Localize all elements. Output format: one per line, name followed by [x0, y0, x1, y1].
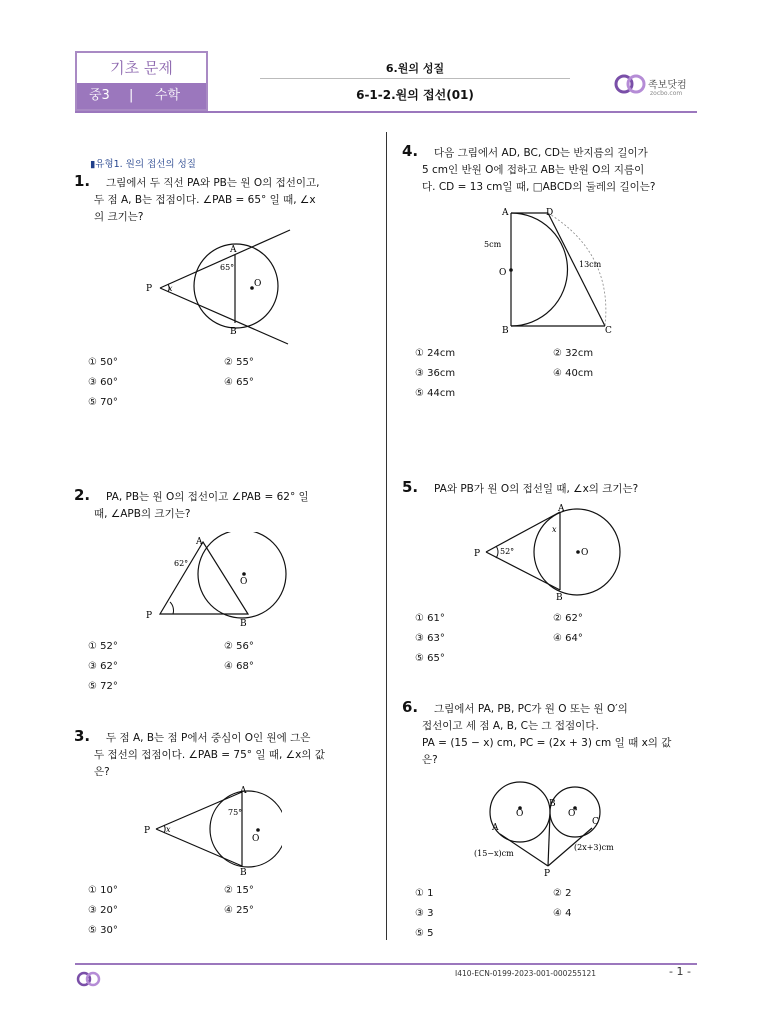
- svg-text:(15−x)cm: (15−x)cm: [474, 849, 514, 858]
- svg-text:(2x+3)cm: (2x+3)cm: [574, 843, 614, 852]
- question-2-number: 2.: [74, 486, 91, 504]
- header-rule: [75, 111, 697, 113]
- svg-text:P: P: [146, 611, 153, 621]
- chapter-rule: [260, 78, 570, 79]
- svg-text:x: x: [166, 825, 171, 834]
- section-title: 6-1-2.원의 접선(01): [356, 88, 474, 102]
- document-code: I410-ECN-0199-2023-001-000255121: [455, 969, 597, 978]
- q5-option-3[interactable]: ③ 63°: [415, 633, 445, 644]
- svg-text:A: A: [492, 823, 499, 833]
- svg-text:P: P: [146, 284, 153, 294]
- question-6-number: 6.: [402, 698, 419, 716]
- question-3-figure: [142, 785, 282, 877]
- q5-option-5[interactable]: ⑤ 65°: [415, 653, 445, 664]
- svg-text:A: A: [230, 245, 237, 255]
- footer-rule: [75, 963, 697, 965]
- svg-text:B: B: [549, 799, 556, 809]
- question-4-figure: [478, 203, 618, 338]
- svg-text:62°: 62°: [174, 559, 189, 568]
- q1-option-3[interactable]: ③ 60°: [88, 377, 118, 388]
- svg-text:x: x: [168, 284, 173, 293]
- svg-text:C: C: [592, 817, 599, 827]
- chapter-title: 6.원의 성질: [385, 62, 445, 75]
- svg-text:B: B: [240, 868, 247, 877]
- question-2-text: PA, PB는 원 O의 접선이고 ∠PAB = 62° 일 때, ∠APB의 크기는?: [94, 491, 309, 520]
- type-label: ▮유형1. 원의 접선의 성질: [90, 159, 196, 170]
- q2-option-2[interactable]: ② 56°: [224, 641, 254, 652]
- svg-text:A: A: [502, 208, 509, 218]
- badge-separator: |: [129, 88, 134, 103]
- q3-option-3[interactable]: ③ 20°: [88, 905, 118, 916]
- q6-option-3[interactable]: ③ 3: [415, 908, 434, 919]
- question-6-figure: [470, 772, 630, 880]
- q6-option-2[interactable]: ② 2: [553, 888, 572, 899]
- question-4-text: 다음 그림에서 AD, BC, CD는 반지름의 길이가 5 cm인 반원 O에 접하고 AB는 반원 O의 지름이 다. CD = 13 cm일 때, □ABCD의 둘레의 길이는?: [422, 147, 656, 193]
- question-5-number: 5.: [402, 478, 419, 496]
- q3-option-4[interactable]: ④ 25°: [224, 905, 254, 916]
- q3-option-5[interactable]: ⑤ 30°: [88, 925, 118, 936]
- svg-text:65°: 65°: [220, 263, 235, 272]
- q4-option-3[interactable]: ③ 36cm: [415, 368, 456, 379]
- q4-option-5[interactable]: ⑤ 44cm: [415, 388, 456, 399]
- question-1-text: 그림에서 두 직선 PA와 PB는 원 O의 접선이고, 두 점 A, B는 접점이다. ∠PAB = 65° 일 때, ∠x 의 크기는?: [94, 177, 320, 223]
- question-1-figure: [140, 228, 300, 348]
- svg-text:P: P: [544, 869, 551, 879]
- q2-option-3[interactable]: ③ 62°: [88, 661, 118, 672]
- svg-text:O: O: [581, 548, 589, 558]
- column-divider: [386, 132, 387, 940]
- badge-grade-subject: [77, 83, 206, 109]
- footer-logo-icon: [76, 968, 102, 990]
- q1-option-2[interactable]: ② 55°: [224, 357, 254, 368]
- q1-option-5[interactable]: ⑤ 70°: [88, 397, 118, 408]
- q5-option-2[interactable]: ② 62°: [553, 613, 583, 624]
- svg-text:O: O: [516, 809, 524, 819]
- question-5-text: PA와 PB가 원 O의 접선일 때, ∠x의 크기는?: [434, 483, 639, 495]
- q1-option-4[interactable]: ④ 65°: [224, 377, 254, 388]
- logo-icon: [614, 70, 648, 98]
- svg-text:O: O: [252, 834, 260, 844]
- svg-text:A: A: [240, 786, 247, 796]
- svg-text:P: P: [144, 826, 151, 836]
- q2-option-1[interactable]: ① 52°: [88, 641, 118, 652]
- svg-text:O: O: [254, 279, 262, 289]
- q6-option-1[interactable]: ① 1: [415, 888, 434, 899]
- svg-text:52°: 52°: [500, 547, 515, 556]
- svg-text:O: O: [499, 268, 507, 278]
- question-3-text: 두 점 A, B는 점 P에서 중심이 O인 원에 그은 두 접선의 접점이다. ∠PAB = 75° 일 때, ∠x의 값 은?: [94, 732, 325, 778]
- svg-text:A: A: [558, 504, 565, 514]
- q5-option-1[interactable]: ① 61°: [415, 613, 445, 624]
- logo-text: 족보닷컴: [648, 80, 687, 91]
- q1-option-1[interactable]: ① 50°: [88, 357, 118, 368]
- q2-option-5[interactable]: ⑤ 72°: [88, 681, 118, 692]
- svg-text:B: B: [556, 593, 563, 602]
- svg-text:C: C: [605, 326, 612, 336]
- q4-option-1[interactable]: ① 24cm: [415, 348, 456, 359]
- grade-label: 중3: [89, 88, 110, 103]
- svg-text:B: B: [502, 326, 509, 336]
- svg-text:D: D: [546, 208, 554, 218]
- svg-text:B: B: [230, 327, 237, 337]
- svg-text:P: P: [474, 549, 481, 559]
- q3-option-1[interactable]: ① 10°: [88, 885, 118, 896]
- svg-text:13cm: 13cm: [579, 260, 602, 269]
- question-1-number: 1.: [74, 172, 91, 190]
- subject-label: 수학: [155, 88, 181, 103]
- page-number: - 1 -: [669, 965, 691, 978]
- q6-option-5[interactable]: ⑤ 5: [415, 928, 434, 939]
- question-3-number: 3.: [74, 727, 91, 745]
- svg-text:x: x: [552, 525, 557, 534]
- q4-option-2[interactable]: ② 32cm: [553, 348, 594, 359]
- svg-text:O′: O′: [568, 809, 578, 819]
- q4-option-4[interactable]: ④ 40cm: [553, 368, 594, 379]
- question-2-figure: [140, 532, 290, 630]
- svg-text:5cm: 5cm: [484, 240, 502, 249]
- svg-text:75°: 75°: [228, 808, 243, 817]
- svg-text:B: B: [240, 619, 247, 629]
- question-5-figure: [472, 502, 622, 602]
- question-6-text: 그림에서 PA, PB, PC가 원 O 또는 원 O′의 접선이고 세 점 A, B, C는 그 접점이다. PA = (15 − x) cm, PC = (2x + 3) cm 일 때 x의 값 은?: [422, 703, 672, 766]
- q5-option-4[interactable]: ④ 64°: [553, 633, 583, 644]
- svg-text:O: O: [240, 577, 248, 587]
- q2-option-4[interactable]: ④ 68°: [224, 661, 254, 672]
- svg-text:A: A: [196, 537, 203, 547]
- logo-subtext: zocbo.com: [650, 90, 683, 97]
- q6-option-4[interactable]: ④ 4: [553, 908, 572, 919]
- badge-title: 기초 문제: [77, 53, 206, 83]
- question-4-number: 4.: [402, 142, 419, 160]
- q3-option-2[interactable]: ② 15°: [224, 885, 254, 896]
